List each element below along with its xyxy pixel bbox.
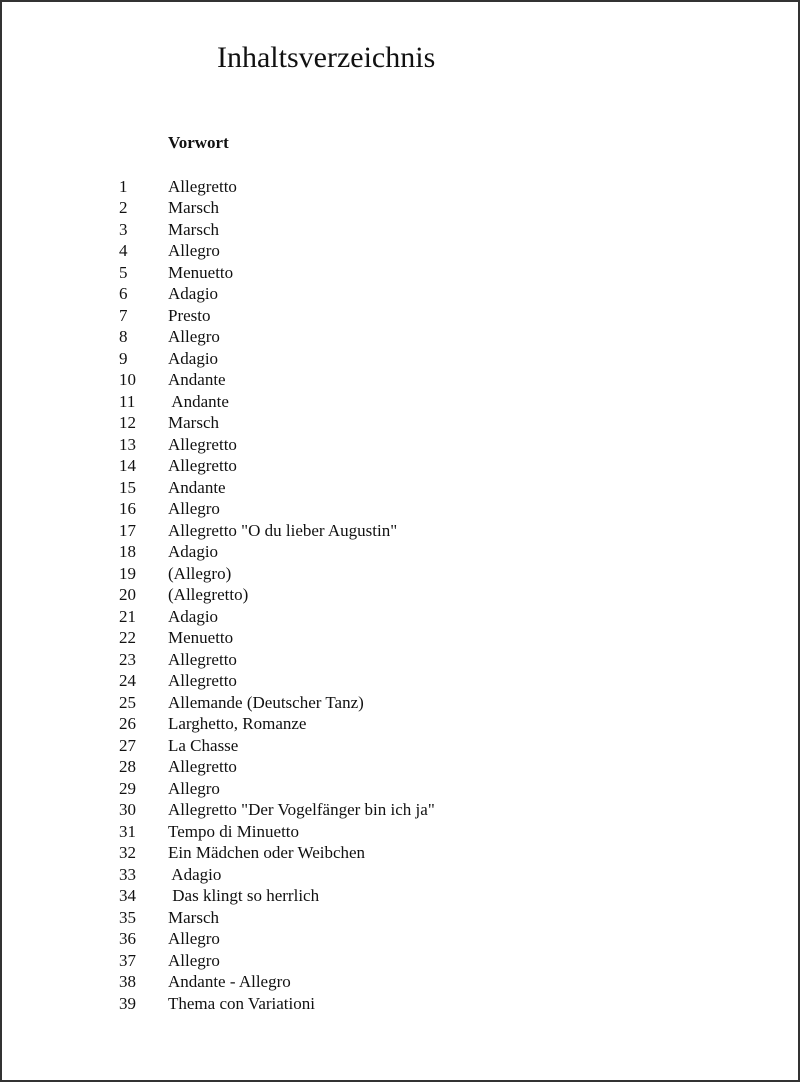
toc-entry[interactable] — [119, 305, 435, 327]
entry-number: 22 — [119, 628, 136, 647]
table-of-contents — [119, 176, 435, 1015]
toc-entry[interactable] — [119, 756, 435, 778]
toc-entry[interactable] — [119, 197, 435, 219]
entry-number: 15 — [119, 477, 136, 497]
entry-number: 32 — [119, 843, 136, 862]
entry-number: 23 — [119, 649, 136, 669]
entry-number: 1 — [119, 176, 128, 196]
entry-number: 19 — [119, 563, 136, 583]
entry-number: 4 — [119, 241, 128, 260]
entry-title: Marsch — [168, 219, 219, 239]
toc-entry[interactable] — [119, 262, 435, 284]
entry-title: Allegro — [168, 778, 220, 798]
entry-title: Allegretto "Der Vogelfänger bin ich ja" — [168, 800, 435, 819]
entry-number: 6 — [119, 284, 128, 303]
entry-title: (Allegretto) — [168, 585, 249, 604]
entry-title: Adagio — [168, 284, 219, 303]
entry-title: Allegretto — [168, 649, 237, 669]
toc-entry[interactable] — [119, 799, 435, 821]
toc-entry[interactable] — [119, 971, 435, 993]
toc-entry[interactable] — [119, 627, 435, 649]
toc-entry[interactable] — [119, 176, 435, 198]
toc-entry[interactable] — [119, 928, 435, 950]
toc-entry[interactable] — [119, 369, 435, 391]
entry-title: Adagio — [168, 606, 219, 626]
entry-title: Allegretto — [168, 671, 237, 690]
entry-number: 39 — [119, 993, 136, 1013]
toc-entry[interactable] — [119, 735, 435, 757]
entry-number: 10 — [119, 370, 136, 389]
toc-entry[interactable] — [119, 670, 435, 692]
toc-entry-preface[interactable]: Vorwort — [168, 133, 229, 152]
entry-number: 21 — [119, 606, 136, 626]
toc-entry[interactable] — [119, 950, 435, 972]
entry-title: Adagio — [168, 864, 222, 884]
entry-title: Menuetto — [168, 628, 234, 647]
page-title: Inhaltsverzeichnis — [217, 41, 436, 74]
entry-number: 16 — [119, 499, 136, 518]
toc-entry[interactable] — [119, 326, 435, 348]
entry-number: 18 — [119, 542, 136, 561]
toc-entry[interactable] — [119, 584, 435, 606]
entry-number: 36 — [119, 929, 136, 948]
entry-title: Tempo di Minuetto — [168, 821, 300, 841]
toc-entry[interactable] — [119, 864, 435, 886]
toc-entry[interactable] — [119, 498, 435, 520]
entry-number: 35 — [119, 907, 136, 927]
entry-title: Allegro — [168, 327, 220, 346]
entry-title: Marsch — [168, 413, 219, 432]
entry-number: 27 — [119, 735, 136, 755]
entry-number: 17 — [119, 520, 136, 540]
entry-number: 25 — [119, 692, 136, 712]
toc-entry[interactable] — [119, 283, 435, 305]
entry-number: 28 — [119, 757, 136, 776]
entry-title: Marsch — [168, 198, 219, 217]
entry-number: 9 — [119, 348, 128, 368]
toc-entry[interactable] — [119, 842, 435, 864]
entry-title: Allegretto — [168, 456, 237, 475]
entry-title: Allemande (Deutscher Tanz) — [168, 692, 364, 712]
entry-number: 33 — [119, 864, 136, 884]
entry-title: Marsch — [168, 907, 219, 927]
entry-number: 8 — [119, 327, 128, 346]
entry-number: 2 — [119, 198, 128, 217]
entry-number: 14 — [119, 456, 136, 475]
toc-entry[interactable] — [119, 713, 435, 735]
entry-title: Andante — [168, 391, 229, 411]
entry-title: Thema con Variationi — [168, 993, 315, 1013]
toc-entry[interactable] — [119, 477, 435, 499]
entry-title: Allegretto — [168, 434, 237, 454]
entry-title: Allegretto — [168, 176, 237, 196]
entry-title: Das klingt so herrlich — [168, 886, 320, 905]
toc-entry[interactable] — [119, 993, 435, 1015]
entry-title: Allegro — [168, 950, 220, 970]
toc-entry[interactable] — [119, 885, 435, 907]
toc-entry[interactable] — [119, 219, 435, 241]
entry-number: 24 — [119, 671, 136, 690]
entry-title: Andante — [168, 370, 226, 389]
entry-number: 31 — [119, 821, 136, 841]
entry-number: 20 — [119, 585, 136, 604]
entry-number: 29 — [119, 778, 136, 798]
entry-number: 26 — [119, 714, 136, 733]
entry-number: 30 — [119, 800, 136, 819]
toc-entry[interactable] — [119, 649, 435, 671]
entry-title: Allegro — [168, 241, 220, 260]
toc-entry[interactable] — [119, 541, 435, 563]
toc-entry[interactable] — [119, 348, 435, 370]
entry-title: Adagio — [168, 542, 219, 561]
entry-title: Ein Mädchen oder Weibchen — [168, 843, 366, 862]
entry-number: 13 — [119, 434, 136, 454]
entry-title: Allegro — [168, 499, 220, 518]
entry-number: 34 — [119, 886, 136, 905]
entry-title: Allegro — [168, 929, 220, 948]
entry-number: 11 — [119, 391, 136, 411]
entry-title: (Allegro) — [168, 563, 232, 583]
entry-title: Presto — [168, 305, 211, 325]
entry-number: 3 — [119, 219, 128, 239]
entry-number: 38 — [119, 972, 136, 991]
toc-entry[interactable] — [119, 240, 435, 262]
toc-entry[interactable] — [119, 391, 435, 413]
entry-number: 37 — [119, 950, 136, 970]
entry-title: La Chasse — [168, 735, 239, 755]
entry-title: Allegretto "O du lieber Augustin" — [168, 520, 398, 540]
entry-title: Larghetto, Romanze — [168, 714, 307, 733]
toc-entry[interactable] — [119, 434, 435, 456]
toc-entry[interactable] — [119, 821, 435, 843]
entry-title: Allegretto — [168, 757, 237, 776]
entry-number: 7 — [119, 305, 128, 325]
toc-entry[interactable] — [119, 563, 435, 585]
toc-entry[interactable] — [119, 907, 435, 929]
toc-entry[interactable] — [119, 778, 435, 800]
entry-title: Andante - Allegro — [168, 972, 291, 991]
toc-entry[interactable] — [119, 606, 435, 628]
entry-title: Menuetto — [168, 262, 234, 282]
toc-entry[interactable] — [119, 412, 435, 434]
entry-number: 12 — [119, 413, 136, 432]
entry-title: Adagio — [168, 348, 219, 368]
toc-entry[interactable] — [119, 455, 435, 477]
toc-entry[interactable] — [119, 692, 435, 714]
toc-entry[interactable] — [119, 520, 435, 542]
entry-number: 5 — [119, 262, 128, 282]
entry-title: Andante — [168, 477, 226, 497]
